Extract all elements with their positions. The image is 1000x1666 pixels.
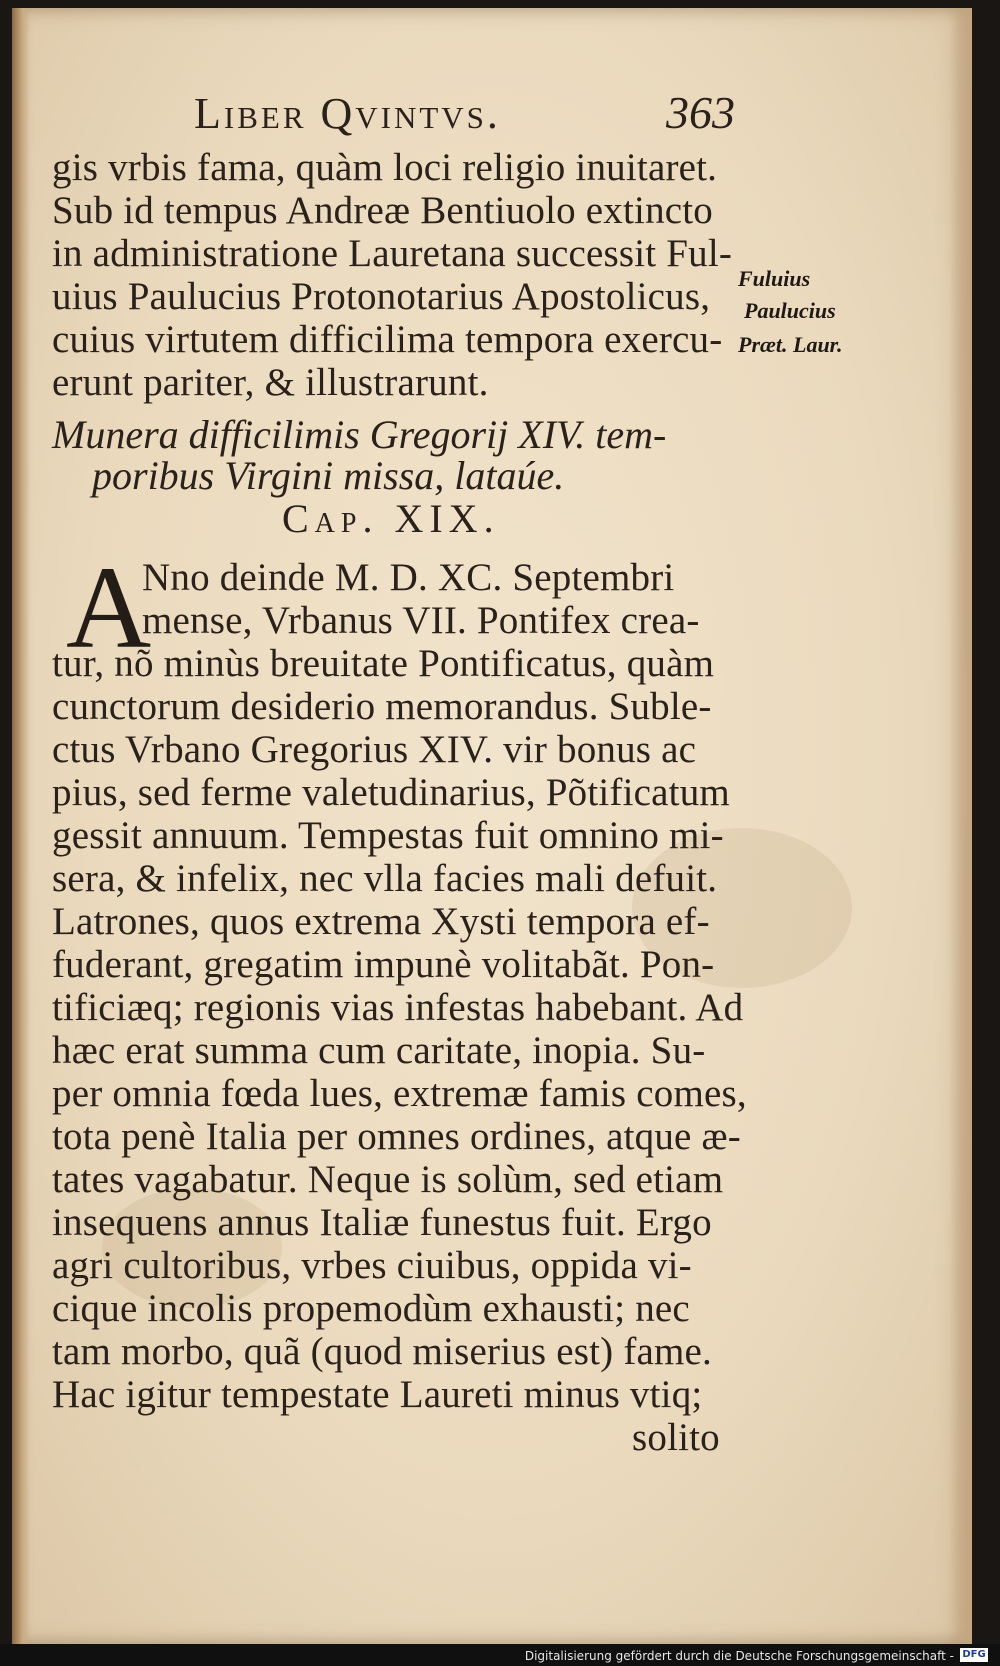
body-line: tota penè Italia per omnes ordines, atque æ-	[52, 1115, 741, 1158]
body-line: tam morbo, quã (quod miserius est) fame.	[52, 1330, 713, 1373]
body-line: cique incolis propemodùm exhausti; nec	[52, 1287, 690, 1330]
body-line: ctus Vrbano Gregorius XIV. vir bonus ac	[52, 728, 697, 771]
body-line: tificiæq; regionis vias infestas habebant. Ad	[52, 986, 744, 1029]
body-line: erunt pariter, & illustrarunt.	[52, 361, 489, 404]
drop-cap-initial: A	[66, 542, 152, 673]
body-line: Nno deinde M. D. XC. Septembri	[142, 556, 675, 599]
body-line: per omnia fœda lues, extremæ famis comes,	[52, 1072, 747, 1115]
body-line: cunctorum desiderio memorandus. Suble-	[52, 685, 712, 728]
body-line: uius Paulucius Protonotarius Apostolicus,	[52, 275, 711, 318]
body-line: cuius virtutem difficilima tempora exercu-	[52, 318, 723, 361]
body-line: insequens annus Italiæ funestus fuit. Ergo	[52, 1201, 712, 1244]
funding-credit: Digitalisierung gefördert durch die Deutsche Forschungsgemeinschaft -	[524, 1649, 954, 1663]
marginal-note-line: Fuluius	[738, 266, 811, 291]
dfg-logo: DFG	[960, 1648, 988, 1662]
body-line: fuderant, gregatim impunè volitabãt. Pon-	[52, 943, 715, 986]
body-line: Hac igitur tempestate Laureti minus vtiq;	[52, 1373, 703, 1416]
body-line: sera, & infelix, nec vlla facies mali defuit.	[52, 857, 718, 900]
body-line: agri cultoribus, vrbes ciuibus, oppida vi-	[52, 1244, 692, 1287]
book-page	[12, 8, 972, 1644]
body-line: pius, sed ferme valetudinarius, Põtificatum	[52, 771, 730, 814]
chapter-number: Cap. XIX.	[282, 496, 500, 541]
body-line: hæc erat summa cum caritate, inopia. Su-	[52, 1029, 706, 1072]
page-gutter-edge	[12, 8, 30, 1644]
marginal-note-line: Paulucius	[744, 298, 836, 323]
body-line: Latrones, quos extrema Xysti tempora ef-	[52, 900, 710, 943]
marginal-note-line: Præt. Laur.	[738, 332, 843, 357]
body-line: Sub id tempus Andreæ Bentiuolo extincto	[52, 189, 714, 232]
body-line: tur, nõ minùs breuitate Pontificatus, quàm	[52, 642, 715, 685]
chapter-heading-line: poribus Virgini missa, lataúe.	[92, 453, 565, 498]
footer-bar	[0, 1644, 1000, 1666]
body-line: gessit annuum. Tempestas fuit omnino mi-	[52, 814, 724, 857]
page-number: 363	[666, 87, 735, 138]
chapter-heading-line: Munera difficilimis Gregorij XIV. tem-	[52, 412, 667, 457]
running-head-title: Liber Qvintvs.	[194, 89, 501, 138]
page-right-shadow	[950, 8, 972, 1644]
catchword: solito	[632, 1416, 720, 1459]
body-line: in administratione Lauretana successit Ful-	[52, 232, 733, 275]
body-line: gis vrbis fama, quàm loci religio inuitaret.	[52, 146, 718, 189]
body-line: tates vagabatur. Neque is solùm, sed etiam	[52, 1158, 724, 1201]
body-line: mense, Vrbanus VII. Pontifex crea-	[142, 599, 700, 642]
